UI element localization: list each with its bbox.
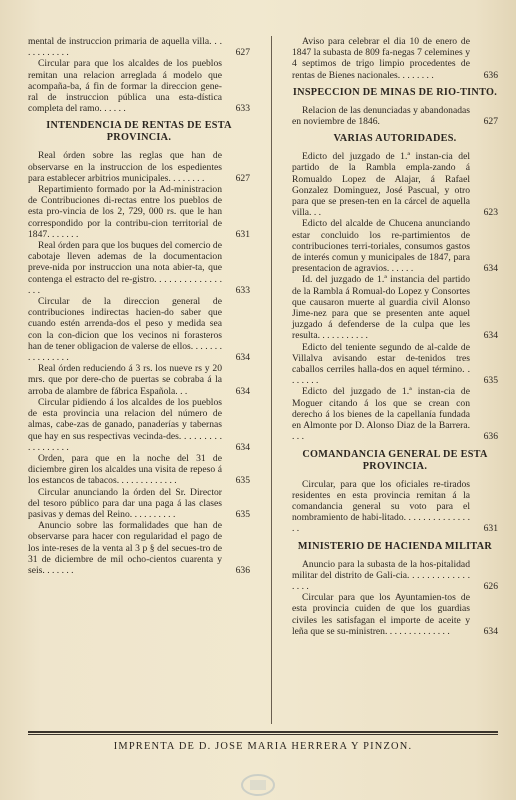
page-number: 633 xyxy=(235,103,250,115)
right-column xyxy=(292,36,498,637)
entry-text: Real órden para que los buques del comercio de cabotaje lleven ademas de la documentacion preve-nida por instruccion una nota abier-ta, que contenga el estracto del re-gistro. . . . . . . . . . . . . . . . . xyxy=(28,240,222,296)
page-number: 636 xyxy=(235,564,250,576)
page-number: 627 xyxy=(483,116,498,128)
library-stamp-icon xyxy=(238,772,278,798)
entry-text: Edicto del alcalde de Chucena anunciando estar concluido los re-partimientos de contribuciones terri-toriales, consumos gastos de interés comun y municipales de 1847, para presentacion de agravios. . . . . . xyxy=(292,218,470,275)
index-entry xyxy=(28,363,250,397)
page-number: 635 xyxy=(235,508,250,520)
index-entry xyxy=(28,36,250,58)
entry-text: Circular para que los alcaldes de los pueblos remitan una relacion arreglada á modelo que acompaña-ba, á fin de formar la direccion gene-ral de instruccion pública una esta-dística completa del ramo. . . . . . xyxy=(28,58,222,115)
section-heading: VARIAS AUTORIDADES. xyxy=(333,133,457,145)
section-heading: COMANDANCIA GENERAL DE ESTA PROVINCIA. xyxy=(302,448,488,472)
index-entry xyxy=(292,559,498,593)
page-number: 631 xyxy=(483,523,498,535)
index-entry xyxy=(292,386,498,442)
page-number: 636 xyxy=(483,431,498,443)
index-entry xyxy=(292,151,498,218)
page-number: 634 xyxy=(235,441,250,453)
page-number: 635 xyxy=(483,375,498,387)
entry-text: Circular de la direccion general de contribuciones indirectas hacien-do saber que cuando estén arrenda-dos el peso y medida sea con la con-dicion que los vecinos ni forasteros han de tener obligacion de valerse de ellos. . . . . . . . . . . . . . . . xyxy=(28,296,222,364)
page-number: 623 xyxy=(483,207,498,219)
index-entry xyxy=(28,150,250,184)
page-number: 636 xyxy=(483,69,498,81)
entry-text: Real órden reduciendo á 3 rs. los nueve rs y 20 mrs. que por dere-cho de puertas se cobraba á la arroba de alambre de fábrica Española. . . xyxy=(28,363,222,397)
index-entry xyxy=(28,487,250,521)
entry-text: Anuncio sobre las formalidades que han de observarse para hacer con regularidad el pago de los inte-reses de la venta al 3 p § del secues-tro de 31 de diciembre de mil ocho-cientos cuarenta y seis. . . . . . . xyxy=(28,520,222,576)
index-entry xyxy=(28,520,250,576)
entry-text: Circular para que los Ayuntamien-tos de esta provincia cuiden de que los guardias civiles les satisfagan el importe de aceite y leña que se su-ministren. . . . . . . . . . . . . . xyxy=(292,592,470,637)
index-entry xyxy=(292,105,498,127)
footer-rule-thin xyxy=(28,734,498,735)
page-number: 634 xyxy=(483,625,498,637)
entry-text: Real órden sobre las reglas que han de observarse en la instruccion de los espedientes para establecer arbitrios municipales. . . . . . . . xyxy=(28,150,222,184)
entry-text: Relacion de las denunciadas y abandonadas en noviembre de 1846. xyxy=(292,104,470,128)
printer-imprint: IMPRENTA DE D. JOSE MARIA HERRERA Y PINZON. xyxy=(113,741,413,752)
index-entry xyxy=(28,184,250,240)
column-divider xyxy=(271,36,272,724)
entry-text: Orden, para que en la noche del 31 de diciembre giren los alcaldes una visita de repeso á los estancos de tabacos. . . . . . . . . . . . . xyxy=(28,452,222,487)
index-entry xyxy=(28,296,250,363)
page-number: 627 xyxy=(235,47,250,59)
section-heading: INTENDENCIA DE RENTAS DE ESTA PROVINCIA. xyxy=(46,120,232,144)
page-number: 633 xyxy=(235,284,250,296)
entry-text: Circular, para que los oficiales re-tirados residentes en esta provincia remitan á la comandancia general su voto para el nombramiento de habi-litado. . . . . . . . . . . . . . . . xyxy=(292,478,470,535)
index-entry xyxy=(28,58,250,114)
entry-text: Edicto del teniente segundo de al-calde de Villalva avisando estar de-tenidos tres caballos cerriles halla-dos en aquel término. . . . . . . . xyxy=(292,341,470,387)
entry-text: mental de instruccion primaria de aquella villa. . . . . . . . . . . . xyxy=(28,36,222,59)
page-number: 634 xyxy=(235,385,250,397)
entry-text: Anuncio para la subasta de la hos-pitalidad militar del distrito de Gali-cia. . . . . . . . . . . . . . . . . xyxy=(292,558,470,592)
entry-text: Edicto del juzgado de 1.ª instan-cia de Moguer citando á los que se crean con derecho á los bienes de la capellanía fundada en Almonte por D. Alonso Diaz de la Barrera. . . . xyxy=(292,386,470,443)
entry-text: Circular anunciando la órden del Sr. Director del tesoro público para dar una paga á las clases pasivas y demas del Reino. . . . . . . . . . xyxy=(28,486,222,520)
index-entry xyxy=(28,397,250,453)
page-number: 634 xyxy=(235,352,250,364)
page-number: 631 xyxy=(235,228,250,240)
entry-text: Edicto del juzgado de 1.ª instan-cia del partido de la Rambla empla-zando á Romualdo Lopez de Alajar, á Rafael Gonzalez Dominguez, José Pascual, y otro para que se presen-ten en la cárcel de aquella villa. . . xyxy=(292,151,470,219)
entry-text: Aviso para celebrar el dia 10 de enero de 1847 la subasta de 809 fa-negas 7 celemines y 4 septimos de trigo limpio procedentes de rentas de Bienes nacionales. . . . . . . . xyxy=(292,36,470,81)
index-entry xyxy=(292,218,498,274)
entry-text: Repartimiento formado por la Ad-ministracion de Contribuciones di-rectas entre los pueblos de esta pro-vincia de los 2, 729, 000 rs. que le han correspondido por la contribu-cion territorial de 1847. . . . . . . xyxy=(28,184,222,240)
entry-text: Id. del juzgado de 1.ª instancia del partido de la Rambla á Romual-do Lopez y Consortes que causaron muerte al guardia civil Alonso Jime-nez para que se presenten ante aquel juzgado á defenderse de la culpa que les resulta. . . . . . . . . . . xyxy=(292,274,470,342)
page-number: 635 xyxy=(235,475,250,487)
section-heading: MINISTERIO DE HACIENDA MILITAR xyxy=(297,540,493,552)
index-entry xyxy=(292,274,498,341)
index-entry xyxy=(292,36,498,81)
left-column xyxy=(28,36,250,576)
page-number: 626 xyxy=(483,580,498,592)
footer-rule xyxy=(28,731,498,733)
page-number: 627 xyxy=(235,172,250,184)
index-entry xyxy=(28,453,250,487)
index-entry xyxy=(292,592,498,637)
section-heading: INSPECCION DE MINAS DE RIO-TINTO. xyxy=(292,86,498,98)
page-number: 634 xyxy=(483,330,498,342)
entry-text: Circular pidiendo á los alcaldes de los pueblos de esta provincia una relacion del número de almas, cabe-zas de ganado, panaderías y tabernas que hay en sus respectivas vecinda-des. . . . . . . . . . . . . . . . . . xyxy=(28,396,222,453)
index-entry xyxy=(28,240,250,296)
page-number: 634 xyxy=(483,263,498,275)
index-entry xyxy=(292,342,498,387)
index-entry xyxy=(292,479,498,535)
